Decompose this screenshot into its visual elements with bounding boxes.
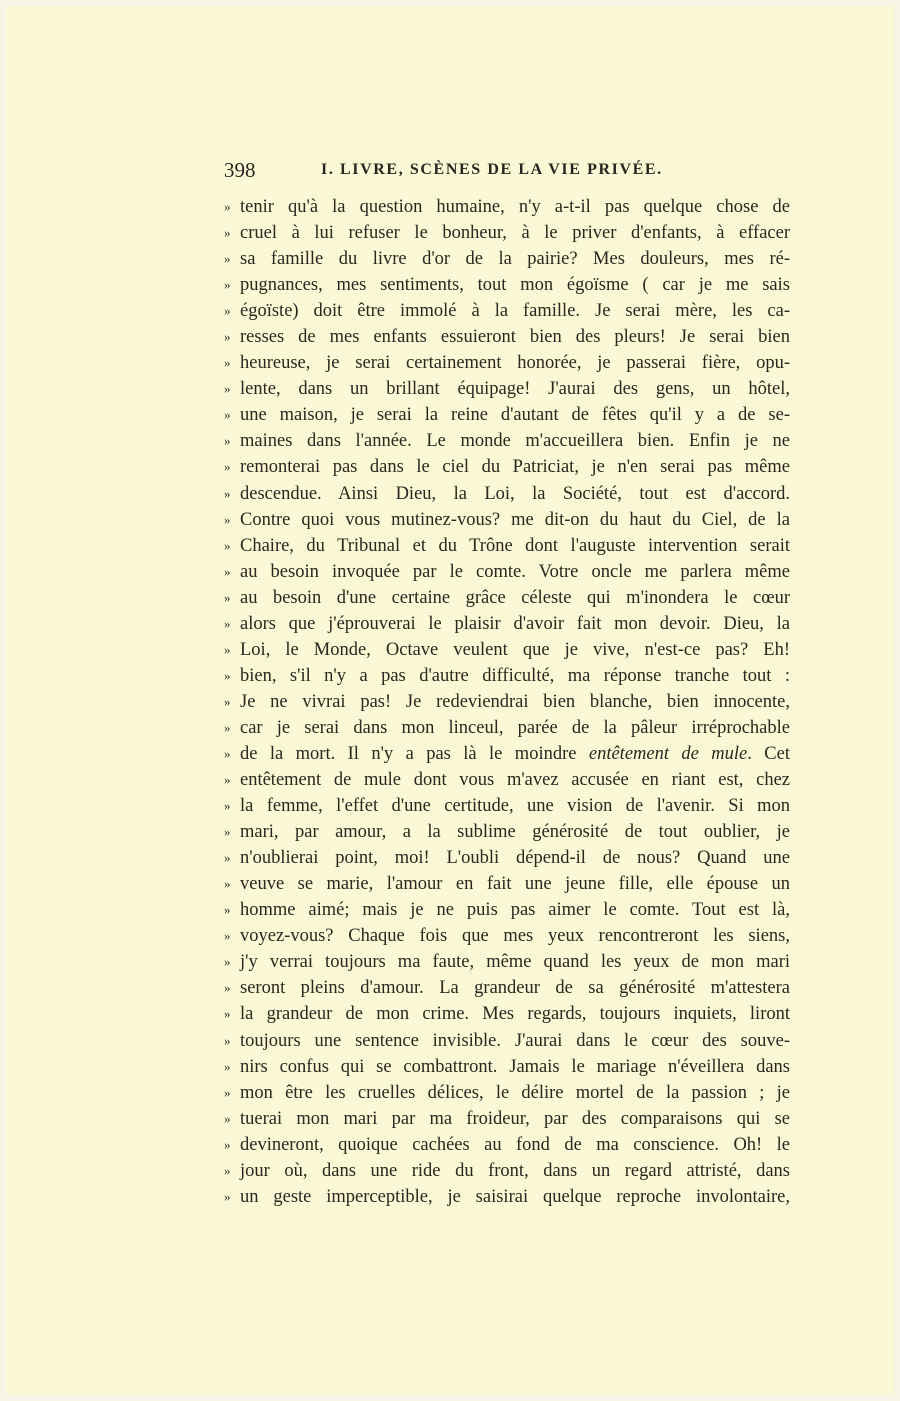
quote-mark: » [224, 407, 231, 423]
line-text: car je serai dans mon linceul, parée de la pâleur irréprochable [240, 717, 790, 738]
text-line [224, 949, 790, 975]
line-text: heureuse, je serai certainement honorée, je passerai fière, opu- [240, 353, 790, 374]
quote-mark: » [224, 615, 231, 631]
line-text: bien, s'il n'y a pas d'autre difficulté, ma réponse tranche tout : [240, 665, 790, 686]
quote-mark: » [224, 772, 231, 788]
text-line [224, 194, 790, 220]
line-text: remonterai pas dans le ciel du Patriciat, je n'en serai pas même [240, 457, 790, 478]
text-line [224, 1080, 790, 1106]
quote-mark: » [224, 563, 231, 579]
text-line [224, 428, 790, 454]
line-text: jour où, dans une ride du front, dans un regard attristé, dans [240, 1160, 790, 1181]
line-fragment: . Cet [747, 743, 790, 764]
quote-mark: » [224, 667, 231, 683]
quote-mark: » [224, 1084, 231, 1100]
quote-mark: » [224, 511, 231, 527]
quote-mark: » [224, 381, 231, 397]
line-fragment: de la mort. Il n'y a pas là le moindre [240, 743, 589, 764]
line-text: sa famille du livre d'or de la pairie? Mes douleurs, mes ré- [240, 249, 790, 270]
quote-mark: » [224, 1188, 231, 1204]
line-text: nirs confus qui se combattront. Jamais le mariage n'éveillera dans [240, 1056, 790, 1077]
text-line [224, 1106, 790, 1132]
quote-mark: » [224, 902, 231, 918]
line-text: Loi, le Monde, Octave veulent que je vive, n'est-ce pas? Eh! [240, 639, 790, 660]
quote-mark: » [224, 433, 231, 449]
text-line [224, 1028, 790, 1054]
line-text: n'oublierai point, moi! L'oubli dépend-il de nous? Quand une [240, 848, 790, 869]
quote-mark: » [224, 876, 231, 892]
line-text: maines dans l'année. Le monde m'accueillera bien. Enfin je ne [240, 431, 790, 452]
quote-mark: » [224, 745, 231, 761]
quote-mark: » [224, 329, 231, 345]
book-page [6, 6, 894, 1395]
line-text: la femme, l'effet d'une certitude, une vision de l'avenir. Si mon [240, 796, 790, 817]
quote-mark: » [224, 928, 231, 944]
text-line [224, 715, 790, 741]
text-line [224, 923, 790, 949]
line-text: tuerai mon mari par ma froideur, par des comparaisons qui se [240, 1108, 790, 1129]
line-text: pugnances, mes sentiments, tout mon égoïsme ( car je me sais [240, 275, 790, 296]
line-text: tenir qu'à la question humaine, n'y a-t-il pas quelque chose de [240, 197, 790, 217]
text-line [224, 533, 790, 559]
quote-mark: » [224, 824, 231, 840]
text-line [224, 507, 790, 533]
quote-mark: » [224, 225, 231, 241]
text-line [224, 871, 790, 897]
line-text: au besoin d'une certaine grâce céleste qui m'inondera le cœur [240, 587, 790, 608]
line-text: mari, par amour, a la sublime générosité de tout oublier, je [240, 822, 790, 843]
quote-mark: » [224, 1058, 231, 1074]
quote-mark: » [224, 954, 231, 970]
line-text [240, 741, 790, 767]
quote-mark: » [224, 199, 231, 214]
line-text: toujours une sentence invisible. J'aurai dans le cœur des souve- [240, 1030, 790, 1051]
text-line [224, 793, 790, 819]
line-text: voyez-vous? Chaque fois que mes yeux rencontreront les siens, [240, 926, 790, 947]
quote-mark: » [224, 1110, 231, 1126]
line-text: veuve se marie, l'amour en fait une jeune fille, elle épouse un [240, 874, 790, 895]
text-line [224, 454, 790, 480]
line-text: Contre quoi vous mutinez-vous? me dit-on du haut du Ciel, de la [240, 509, 790, 530]
page-number: 398 [224, 158, 256, 182]
quote-mark: » [224, 251, 231, 267]
quote-mark: » [224, 693, 231, 709]
quote-mark: » [224, 303, 231, 319]
line-text: entêtement de mule dont vous m'avez accusée en riant est, chez [240, 770, 790, 791]
line-text: homme aimé; mais je ne puis pas aimer le comte. Tout est là, [240, 900, 790, 921]
line-text: égoïste) doit être immolé à la famille. Je serai mère, les ca- [240, 301, 790, 322]
page-header [224, 158, 790, 186]
line-text: Je ne vivrai pas! Je redeviendrai bien blanche, bien innocente, [240, 691, 790, 712]
line-text: Chaire, du Tribunal et du Trône dont l'auguste intervention serait [240, 535, 790, 556]
quote-mark: » [224, 459, 231, 475]
text-line [224, 246, 790, 272]
quote-mark: » [224, 850, 231, 866]
line-text: j'y verrai toujours ma faute, même quand les yeux de mon mari [240, 952, 790, 973]
line-text: la grandeur de mon crime. Mes regards, toujours inquiets, liront [240, 1004, 790, 1025]
quote-mark: » [224, 277, 231, 293]
quote-mark: » [224, 1032, 231, 1048]
line-text: lente, dans un brillant équipage! J'aurai des gens, un hôtel, [240, 379, 790, 400]
line-text: au besoin invoquée par le comte. Votre oncle me parlera même [240, 561, 790, 582]
italic-phrase: entêtement de mule [588, 743, 748, 764]
text-line [224, 1158, 790, 1184]
text-line [224, 897, 790, 923]
text-line [224, 1132, 790, 1158]
line-text: descendue. Ainsi Dieu, la Loi, la Société, tout est d'accord. [240, 483, 790, 504]
text-line [224, 585, 790, 611]
text-line [224, 767, 790, 793]
quote-mark: » [224, 1162, 231, 1178]
quote-mark: » [224, 798, 231, 814]
text-line [224, 481, 790, 507]
line-text: resses de mes enfants essuieront bien des pleurs! Je serai bien [240, 327, 790, 348]
text-line [224, 663, 790, 689]
text-line [224, 402, 790, 428]
text-line [224, 376, 790, 402]
text-line [224, 845, 790, 871]
text-line [224, 350, 790, 376]
line-text: un geste imperceptible, je saisirai quelque reproche involontaire, [240, 1186, 790, 1207]
text-line [224, 559, 790, 585]
quote-mark: » [224, 537, 231, 553]
body-text [224, 194, 790, 1210]
running-title: I. LIVRE, SCÈNES DE LA VIE PRIVÉE. [321, 161, 663, 178]
line-text: seront pleins d'amour. La grandeur de sa générosité m'attestera [240, 978, 790, 999]
text-line [224, 975, 790, 1001]
text-line [224, 1054, 790, 1080]
quote-mark: » [224, 1006, 231, 1022]
text-line [224, 637, 790, 663]
text-line [224, 220, 790, 246]
quote-mark: » [224, 589, 231, 605]
quote-mark: » [224, 355, 231, 371]
line-text: alors que j'éprouverai le plaisir d'avoir fait mon devoir. Dieu, la [240, 613, 790, 634]
text-line [224, 741, 790, 767]
quote-mark: » [224, 719, 231, 735]
text-line [224, 1001, 790, 1027]
text-line [224, 272, 790, 298]
text-line [224, 298, 790, 324]
text-line [224, 324, 790, 350]
text-line [224, 819, 790, 845]
line-text: mon être les cruelles délices, le délire mortel de la passion ; je [240, 1082, 790, 1103]
quote-mark: » [224, 1136, 231, 1152]
quote-mark: » [224, 980, 231, 996]
quote-mark: » [224, 485, 231, 501]
line-text: une maison, je serai la reine d'autant de fêtes qu'il y a de se- [240, 405, 790, 426]
text-line [224, 611, 790, 637]
line-text: devineront, quoique cachées au fond de ma conscience. Oh! le [240, 1134, 790, 1155]
text-line [224, 689, 790, 715]
line-text: cruel à lui refuser le bonheur, à le priver d'enfants, à effacer [240, 223, 790, 244]
text-line [224, 1184, 790, 1210]
quote-mark: » [224, 641, 231, 657]
